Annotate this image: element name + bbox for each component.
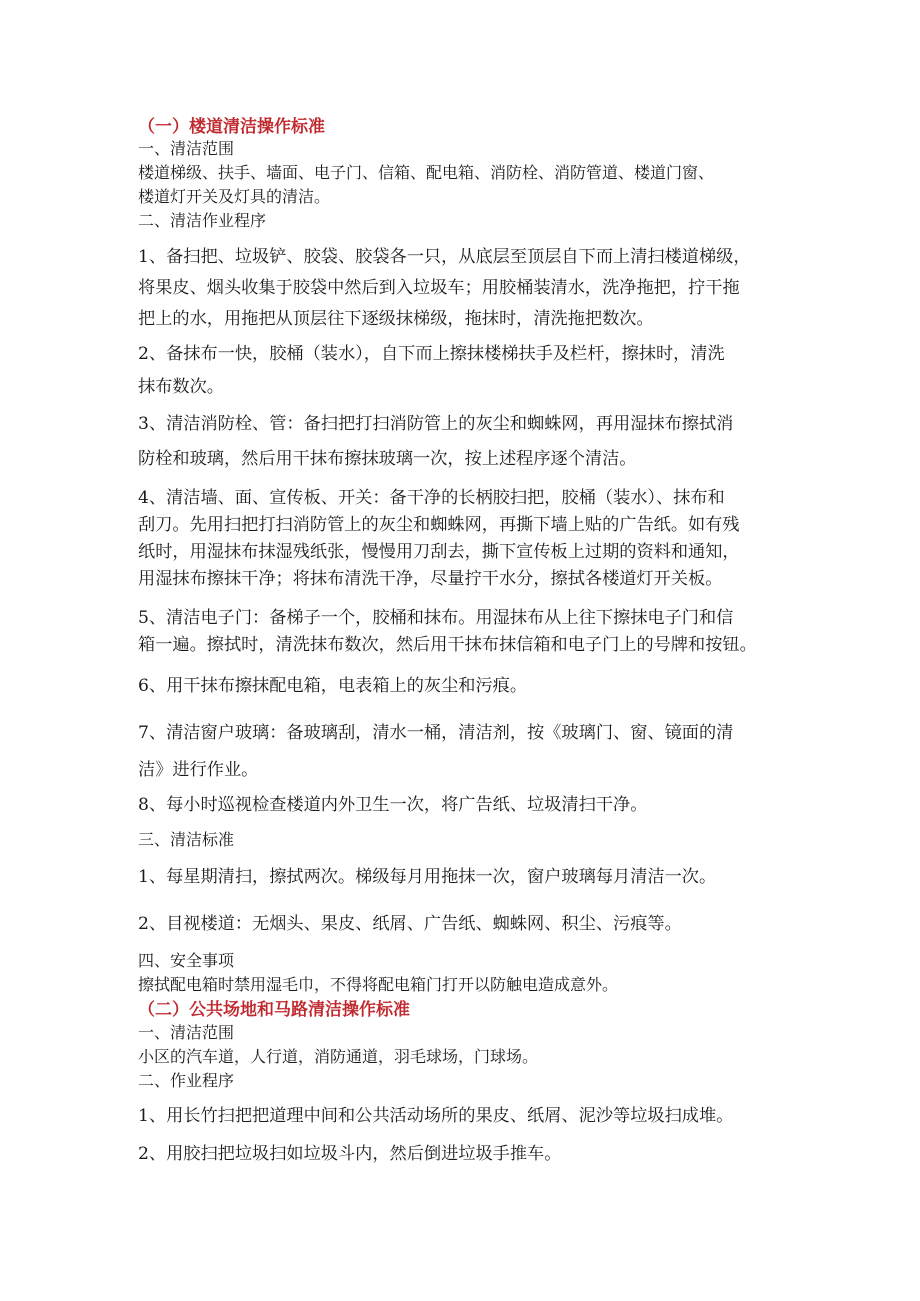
step3-line-1: 3、清洁消防栓、管：备扫把打扫消防管上的灰尘和蜘蛛网，再用湿抹布擦拭消	[138, 414, 734, 434]
section2-step-2: 2、用胶扫把垃圾扫如垃圾斗内，然后倒进垃圾手推车。	[138, 1144, 562, 1164]
section1-safety-text: 擦拭配电箱时禁用湿毛巾，不得将配电箱门打开以防触电造成意外。	[138, 975, 619, 994]
section1-scope-line-2: 楼道灯开关及灯具的清洁。	[138, 187, 331, 206]
step6-line-1: 6、用干抹布擦抹配电箱，电表箱上的灰尘和污痕。	[138, 676, 528, 696]
step3-line-2: 防栓和玻璃，然后用干抹布擦抹玻璃一次，按上述程序逐个清洁。	[138, 449, 637, 469]
standard-item-1: 1、每星期清扫，擦拭两次。梯级每月用拖抹一次，窗户玻璃每月清洁一次。	[138, 867, 717, 887]
step1-line-1: 1、备扫把、垃圾铲、胶袋、胶袋各一只，从底层至顶层自下而上清扫楼道梯级，	[138, 247, 751, 267]
step8-line-1: 8、每小时巡视检查楼道内外卫生一次，将广告纸、垃圾清扫干净。	[138, 795, 648, 815]
section2-heading: （二）公共场地和马路清洁操作标准	[138, 1000, 410, 1020]
step4-line-1: 4、清洁墙、面、宣传板、开关：备干净的长柄胶扫把，胶桶（装水）、抹布和	[138, 488, 725, 508]
step2-line-1: 2、备抹布一快，胶桶（装水），自下而上擦抹楼梯扶手及栏杆，擦抹时，清洗	[138, 344, 725, 364]
section1-heading: （一）楼道清洁操作标准	[138, 117, 325, 137]
step7-line-2: 洁》进行作业。	[138, 760, 259, 780]
step4-line-3: 纸时，用湿抹布抹湿残纸张，慢慢用刀刮去，撕下宣传板上过期的资料和通知，	[138, 542, 740, 562]
step5-line-1: 5、清洁电子门：备梯子一个，胶桶和抹布。用湿抹布从上往下擦抹电子门和信	[138, 608, 734, 628]
step5-line-2: 箱一遍。擦拭时，清洗抹布数次，然后用干抹布抹信箱和电子门上的号牌和按钮。	[138, 635, 757, 655]
step1-line-2: 将果皮、烟头收集于胶袋中然后到入垃圾车；用胶桶装清水，洗净拖把，拧干拖	[138, 278, 740, 298]
standard-item-2: 2、目视楼道：无烟头、果皮、纸屑、广告纸、蜘蛛网、积尘、污痕等。	[138, 914, 682, 934]
step2-line-2: 抹布数次。	[138, 377, 224, 397]
section2-scope-title: 一、清洁范围	[138, 1023, 235, 1042]
step1-line-3: 把上的水，用拖把从顶层往下逐级抹梯级，拖抹时，清洗拖把数次。	[138, 309, 654, 329]
section1-scope-title: 一、清洁范围	[138, 139, 235, 158]
step7-line-1: 7、清洁窗户玻璃：备玻璃刮，清水一桶，清洁剂，按《玻璃门、窗、镜面的清	[138, 723, 734, 743]
section1-standard-title: 三、清洁标准	[138, 830, 235, 849]
section2-scope-text: 小区的汽车道，人行道，消防通道，羽毛球场，门球场。	[138, 1047, 539, 1066]
step4-line-2: 刮刀。先用扫把打扫消防管上的灰尘和蜘蛛网，再撕下墙上贴的广告纸。如有残	[138, 515, 740, 535]
section2-procedure-title: 二、作业程序	[138, 1071, 235, 1090]
section1-scope-line-1: 楼道梯级、扶手、墙面、电子门、信箱、配电箱、消防栓、消防管道、楼道门窗、	[138, 163, 715, 182]
section1-procedure-title: 二、清洁作业程序	[138, 211, 267, 230]
step4-line-4: 用湿抹布擦抹干净；将抹布清洗干净，尽量拧干水分，擦拭各楼道灯开关板。	[138, 569, 723, 589]
section1-safety-title: 四、安全事项	[138, 951, 235, 970]
section2-step-1: 1、用长竹扫把把道理中间和公共活动场所的果皮、纸屑、泥沙等垃圾扫成堆。	[138, 1106, 734, 1126]
